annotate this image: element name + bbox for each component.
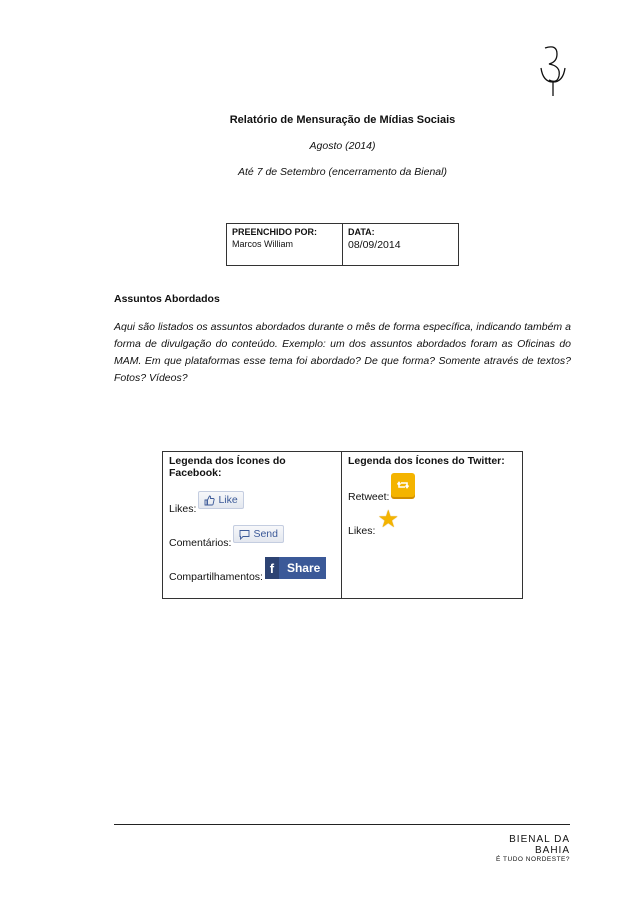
date-value: 08/09/2014 (348, 239, 401, 251)
thumbs-up-icon (204, 495, 215, 506)
report-header (0, 114, 639, 178)
facebook-legend-title: Legenda dos Ícones do Facebook: (169, 455, 286, 479)
footer-brand (482, 834, 570, 863)
facebook-f-icon: f (265, 557, 279, 579)
section-text: Aqui são listados os assuntos abordados durante o mês de forma específica, indicando também a forma de divulgação do conteúdo. Exemplo: um dos assuntos abordados foram as Oficinas do MAM. Em que plataformas esse tema foi abordado? De que forma? Somente através de textos? Fotos? Vídeos? (114, 321, 571, 384)
facebook-send-button (233, 525, 284, 543)
facebook-shares-row (169, 561, 335, 583)
report-month: Agosto (2014) (309, 140, 376, 152)
footer-brand-name: BIENAL DA BAHIA (509, 834, 570, 856)
report-period: Até 7 de Setembro (encerramento da Bienal) (238, 166, 447, 178)
twitter-legend-title: Legenda dos Ícones do Twitter: (348, 455, 505, 467)
facebook-share-button (265, 557, 326, 579)
star-icon: ★ (377, 506, 399, 533)
retweet-icon (391, 473, 415, 497)
facebook-like-button (198, 491, 243, 509)
bienal-logo-icon (537, 42, 571, 98)
facebook-likes-row (169, 493, 335, 515)
section-title: Assuntos Abordados (114, 293, 220, 305)
retweet-arrows-icon (396, 478, 410, 492)
filled-by-cell (227, 224, 343, 266)
share-button-label: Share (286, 561, 321, 575)
icon-legend-table (162, 451, 523, 599)
twitter-legend-cell (342, 452, 523, 599)
retweet-label: Retweet: (348, 491, 390, 503)
filled-by-value: Marcos William (232, 239, 294, 249)
comments-label: Comentários: (169, 537, 232, 549)
date-cell (343, 224, 459, 266)
date-label: DATA: (348, 227, 375, 237)
footer-tagline: É TUDO NORDESTE? (496, 856, 570, 863)
report-title: Relatório de Mensuração de Mídias Sociais (229, 114, 456, 126)
footer-divider (114, 824, 570, 825)
likes-label: Likes: (169, 503, 197, 515)
send-button-label: Send (253, 528, 278, 540)
twitter-likes-row (348, 506, 516, 537)
filled-by-label: PREENCHIDO POR: (232, 227, 318, 237)
facebook-comments-row (169, 527, 335, 549)
like-button-label: Like (218, 494, 238, 506)
facebook-legend-cell (163, 452, 342, 599)
info-table (226, 223, 459, 266)
message-icon (239, 529, 250, 540)
twitter-retweet-row (348, 481, 516, 503)
twitter-likes-label: Likes: (348, 525, 376, 537)
shares-label: Compartilhamentos: (169, 571, 263, 583)
